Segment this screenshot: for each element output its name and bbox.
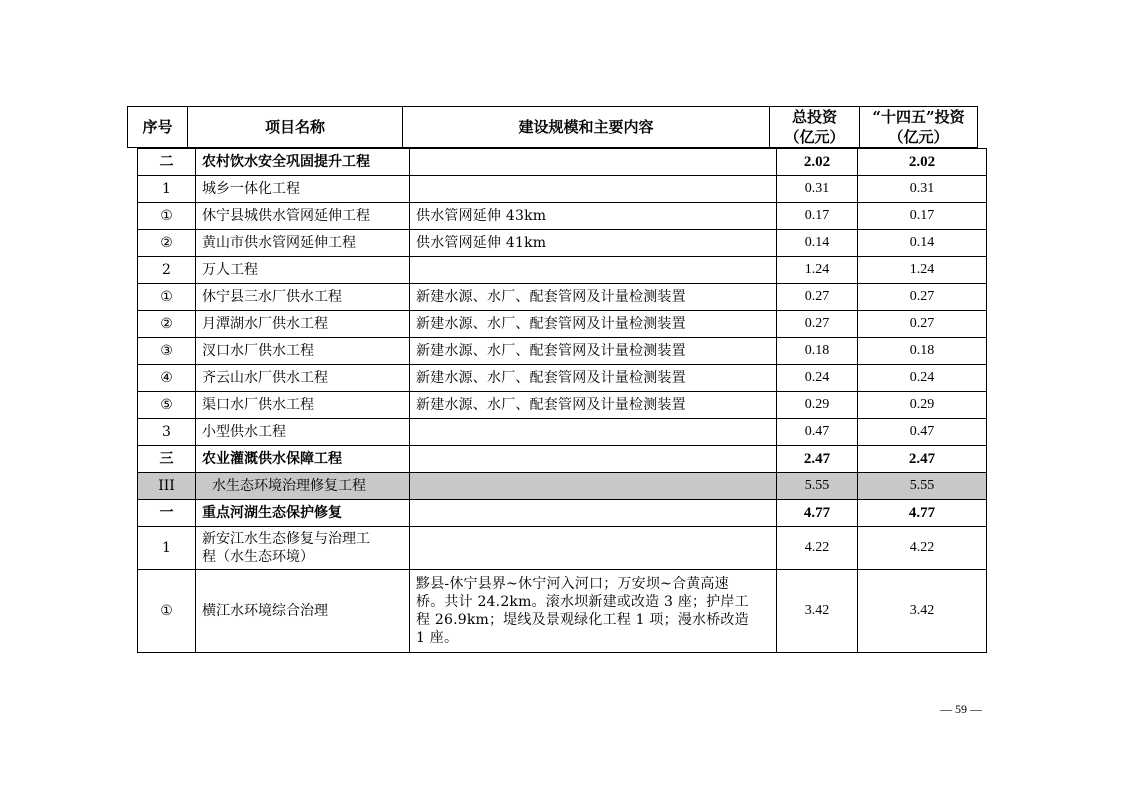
row-name: 小型供水工程 [196,419,410,446]
row-content [410,473,777,500]
row-total: 4.77 [777,500,858,527]
table-row [138,473,987,500]
row-index: ② [138,230,196,257]
table-row [138,203,987,230]
table-row [138,527,987,570]
row-plan: 0.17 [858,203,987,230]
row-content [410,570,777,653]
row-plan: 1.24 [858,257,987,284]
table-row [138,338,987,365]
row-name: 休宁县三水厂供水工程 [196,284,410,311]
row-index: 一 [138,500,196,527]
row-total: 0.14 [777,230,858,257]
row-content: 新建水源、水厂、配套管网及计量检测装置 [410,311,777,338]
row-plan: 5.55 [858,473,987,500]
row-content: 供水管网延伸 41km [410,230,777,257]
row-plan: 0.31 [858,176,987,203]
row-index: 3 [138,419,196,446]
row-content-line: 程 26.9km；堤线及景观绿化工程 1 项；漫水桥改造 [416,612,749,628]
header-plan-l1: “十四五”投资 [872,108,965,126]
row-content [410,419,777,446]
row-content [410,527,777,570]
row-index: ① [138,284,196,311]
table-row [138,446,987,473]
row-index: 2 [138,257,196,284]
page-number: — 59 — [940,702,982,716]
row-index: 1 [138,176,196,203]
row-name: 休宁县城供水管网延伸工程 [196,203,410,230]
header-index: 序号 [128,107,188,148]
row-name-line: 新安江水生态修复与治理工 [202,531,370,547]
row-total: 2.47 [777,446,858,473]
row-name-line: 程（水生态环境） [202,549,314,565]
row-content: 新建水源、水厂、配套管网及计量检测装置 [410,338,777,365]
header-content: 建设规模和主要内容 [403,107,770,148]
row-index: ④ [138,365,196,392]
row-name: 重点河湖生态保护修复 [196,500,410,527]
row-content-line: 桥。共计 24.2km。滚水坝新建或改造 3 座；护岸工 [416,594,749,610]
row-name: 农村饮水安全巩固提升工程 [196,149,410,176]
row-plan: 0.47 [858,419,987,446]
table-header [127,106,978,148]
row-plan: 2.02 [858,149,987,176]
row-name: 渠口水厂供水工程 [196,392,410,419]
row-plan: 0.24 [858,365,987,392]
row-plan: 0.27 [858,311,987,338]
row-content [410,149,777,176]
row-total: 0.31 [777,176,858,203]
row-plan: 0.18 [858,338,987,365]
row-total: 0.24 [777,365,858,392]
row-plan: 4.77 [858,500,987,527]
row-content [410,257,777,284]
row-plan: 4.22 [858,527,987,570]
row-name [196,527,410,570]
row-name: 万人工程 [196,257,410,284]
row-content: 新建水源、水厂、配套管网及计量检测装置 [410,392,777,419]
row-content-line: 黟县-休宁县界~休宁河入河口；万安坝~合黄高速 [416,576,729,592]
row-name: 月潭湖水厂供水工程 [196,311,410,338]
row-content-line: 1 座。 [416,630,459,646]
row-total: 0.47 [777,419,858,446]
row-plan: 0.27 [858,284,987,311]
row-name: 汊口水厂供水工程 [196,338,410,365]
row-content [410,176,777,203]
table-row [138,365,987,392]
table-row [138,570,987,653]
row-total: 3.42 [777,570,858,653]
table-row [138,230,987,257]
row-index: ② [138,311,196,338]
row-total: 0.27 [777,284,858,311]
row-name: 横江水环境综合治理 [196,570,410,653]
table-row [138,392,987,419]
row-index: III [138,473,196,500]
row-content [410,500,777,527]
project-table [137,148,987,653]
row-name: 水生态环境治理修复工程 [196,473,410,500]
table-row [138,311,987,338]
row-content [410,446,777,473]
table-row [138,284,987,311]
row-total: 0.18 [777,338,858,365]
row-content: 新建水源、水厂、配套管网及计量检测装置 [410,365,777,392]
table-row [138,149,987,176]
row-index: ① [138,203,196,230]
row-total: 5.55 [777,473,858,500]
table-row [138,419,987,446]
header-name: 项目名称 [188,107,403,148]
header-plan [860,107,978,148]
header-total-l2: （亿元） [784,128,845,146]
row-content: 供水管网延伸 43km [410,203,777,230]
row-plan: 2.47 [858,446,987,473]
row-name: 城乡一体化工程 [196,176,410,203]
row-index: ⑤ [138,392,196,419]
table-row [138,176,987,203]
header-plan-l2: （亿元） [888,128,949,146]
table-row [138,500,987,527]
table-row [138,257,987,284]
header-total-l1: 总投资 [791,108,837,126]
row-index: 1 [138,527,196,570]
row-index: ③ [138,338,196,365]
row-name: 农业灌溉供水保障工程 [196,446,410,473]
row-name: 齐云山水厂供水工程 [196,365,410,392]
row-total: 0.27 [777,311,858,338]
row-total: 4.22 [777,527,858,570]
row-plan: 0.29 [858,392,987,419]
header-row [128,107,978,148]
header-total [770,107,860,148]
row-index: 三 [138,446,196,473]
row-total: 1.24 [777,257,858,284]
row-index: 二 [138,149,196,176]
row-content: 新建水源、水厂、配套管网及计量检测装置 [410,284,777,311]
row-total: 0.29 [777,392,858,419]
row-plan: 3.42 [858,570,987,653]
row-total: 0.17 [777,203,858,230]
row-index: ① [138,570,196,653]
row-plan: 0.14 [858,230,987,257]
row-total: 2.02 [777,149,858,176]
row-name: 黄山市供水管网延伸工程 [196,230,410,257]
